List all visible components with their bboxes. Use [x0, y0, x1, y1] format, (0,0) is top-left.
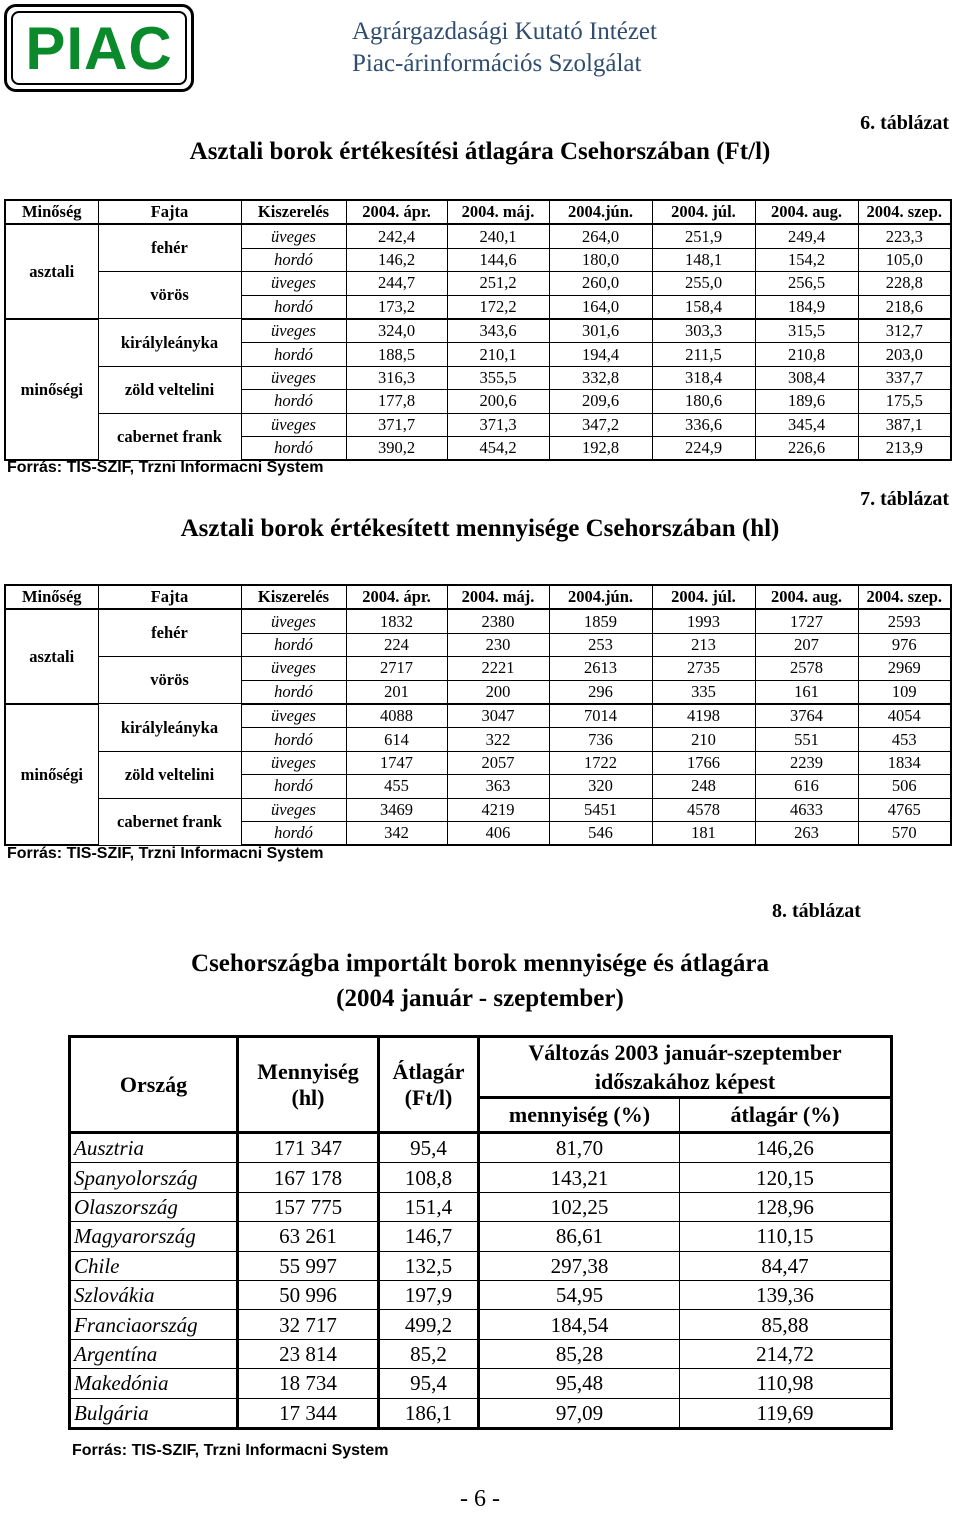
table-row: [5, 413, 951, 436]
packaging-cell: hordó: [241, 436, 346, 460]
institute-name: [352, 16, 657, 80]
price-cell: 499,2: [379, 1310, 479, 1339]
value-cell: 406: [447, 821, 549, 845]
value-cell: 213: [652, 633, 755, 656]
packaging-cell: hordó: [241, 680, 346, 704]
packaging-cell: hordó: [241, 775, 346, 798]
value-cell: 223,3: [858, 224, 951, 248]
quantity-change-cell: 86,61: [479, 1222, 680, 1251]
header-change: [479, 1037, 892, 1098]
value-cell: 226,6: [755, 436, 858, 460]
variety-cell: fehér: [98, 224, 241, 271]
price-change-cell: 128,96: [680, 1192, 892, 1221]
packaging-cell: hordó: [241, 248, 346, 271]
price-change-cell: 120,15: [680, 1163, 892, 1192]
value-cell: 614: [346, 728, 447, 751]
table8-imports: [68, 1035, 893, 1430]
table6-title: Asztali borok értékesítési átlagára Csehorszában (Ft/l): [189, 138, 771, 165]
value-cell: 342: [346, 821, 447, 845]
column-header: 2004. szep.: [858, 585, 951, 609]
value-cell: 387,1: [858, 413, 951, 436]
table-row: [5, 272, 951, 295]
value-cell: 240,1: [447, 224, 549, 248]
variety-cell: zöld veltelini: [98, 751, 241, 798]
value-cell: 2593: [858, 609, 951, 633]
piac-logo: [4, 4, 194, 92]
header-price-line-2: (Ft/l): [404, 1084, 453, 1110]
value-cell: 4578: [652, 798, 755, 821]
table7-quantity: [4, 584, 952, 846]
country-cell: Magyarország: [70, 1222, 238, 1251]
value-cell: 320: [549, 775, 652, 798]
quantity-change-cell: 184,54: [479, 1310, 680, 1339]
value-cell: 144,6: [447, 248, 549, 271]
value-cell: 390,2: [346, 436, 447, 460]
packaging-cell: hordó: [241, 728, 346, 751]
price-cell: 146,7: [379, 1222, 479, 1251]
value-cell: 188,5: [346, 343, 447, 366]
table-row: [70, 1163, 892, 1192]
value-cell: 109: [858, 680, 951, 704]
value-cell: 4054: [858, 704, 951, 728]
quantity-change-cell: 97,09: [479, 1398, 680, 1428]
value-cell: 335: [652, 680, 755, 704]
value-cell: 976: [858, 633, 951, 656]
variety-cell: cabernet frank: [98, 413, 241, 460]
value-cell: 454,2: [447, 436, 549, 460]
price-change-cell: 214,72: [680, 1339, 892, 1368]
value-cell: 7014: [549, 704, 652, 728]
price-cell: 151,4: [379, 1192, 479, 1221]
value-cell: 616: [755, 775, 858, 798]
table8-header-row-1: [70, 1037, 892, 1098]
value-cell: 1727: [755, 609, 858, 633]
value-cell: 337,7: [858, 366, 951, 389]
value-cell: 161: [755, 680, 858, 704]
value-cell: 158,4: [652, 295, 755, 319]
price-change-cell: 110,15: [680, 1222, 892, 1251]
table6-number: 6. táblázat: [860, 112, 949, 134]
column-header: 2004. aug.: [755, 585, 858, 609]
quantity-cell: 50 996: [238, 1280, 379, 1309]
value-cell: 210: [652, 728, 755, 751]
column-header: 2004. ápr.: [346, 200, 447, 224]
value-cell: 1993: [652, 609, 755, 633]
value-cell: 363: [447, 775, 549, 798]
table6-source: Forrás: TIS-SZIF, Trzni Informacni System: [7, 459, 324, 476]
table8-number: 8. táblázat: [772, 900, 861, 922]
value-cell: 324,0: [346, 319, 447, 343]
value-cell: 3764: [755, 704, 858, 728]
value-cell: 308,4: [755, 366, 858, 389]
page-number: - 6 -: [460, 1486, 500, 1512]
value-cell: 4088: [346, 704, 447, 728]
value-cell: 2380: [447, 609, 549, 633]
packaging-cell: üveges: [241, 751, 346, 774]
value-cell: 303,3: [652, 319, 755, 343]
quantity-cell: 63 261: [238, 1222, 379, 1251]
column-header: 2004. máj.: [447, 585, 549, 609]
header-change-price: átlagár (%): [680, 1098, 892, 1133]
value-cell: 263: [755, 821, 858, 845]
value-cell: 256,5: [755, 272, 858, 295]
column-header: Fajta: [98, 200, 241, 224]
header-change-line-1: Változás 2003 január-szeptember: [528, 1040, 842, 1065]
value-cell: 253: [549, 633, 652, 656]
value-cell: 210,1: [447, 343, 549, 366]
column-header: 2004.jún.: [549, 585, 652, 609]
packaging-cell: üveges: [241, 609, 346, 633]
institute-line-2: Piac-árinformációs Szolgálat: [352, 50, 642, 77]
header-price: [379, 1037, 479, 1133]
value-cell: 228,8: [858, 272, 951, 295]
table-row: [5, 704, 951, 728]
value-cell: 242,4: [346, 224, 447, 248]
column-header: 2004. júl.: [652, 585, 755, 609]
value-cell: 1722: [549, 751, 652, 774]
header-change-line-2: időszakához képest: [594, 1069, 776, 1094]
table8-title: [0, 946, 960, 1016]
value-cell: 5451: [549, 798, 652, 821]
header-change-quantity: mennyiség (%): [479, 1098, 680, 1133]
quantity-change-cell: 143,21: [479, 1163, 680, 1192]
value-cell: 347,2: [549, 413, 652, 436]
variety-cell: királyleányka: [98, 704, 241, 751]
value-cell: 371,7: [346, 413, 447, 436]
value-cell: 2717: [346, 657, 447, 680]
value-cell: 175,5: [858, 390, 951, 413]
value-cell: 332,8: [549, 366, 652, 389]
piac-logo-text: PIAC: [25, 14, 173, 82]
packaging-cell: üveges: [241, 704, 346, 728]
value-cell: 181: [652, 821, 755, 845]
table-row: [70, 1369, 892, 1398]
country-cell: Chile: [70, 1251, 238, 1280]
value-cell: 2578: [755, 657, 858, 680]
column-header: 2004.jún.: [549, 200, 652, 224]
table8-title-line-2: (2004 január - szeptember): [336, 985, 624, 1012]
column-header: 2004. aug.: [755, 200, 858, 224]
header-quantity-line-2: (hl): [291, 1084, 325, 1110]
value-cell: 146,2: [346, 248, 447, 271]
value-cell: 1766: [652, 751, 755, 774]
country-cell: Szlovákia: [70, 1280, 238, 1309]
value-cell: 316,3: [346, 366, 447, 389]
value-cell: 224: [346, 633, 447, 656]
value-cell: 210,8: [755, 343, 858, 366]
piac-logo-frame: [11, 11, 187, 85]
value-cell: 255,0: [652, 272, 755, 295]
header-country: Ország: [70, 1037, 238, 1133]
table-row: [5, 319, 951, 343]
table7-header-row: [5, 585, 951, 609]
packaging-cell: üveges: [241, 413, 346, 436]
quantity-change-cell: 95,48: [479, 1369, 680, 1398]
value-cell: 203,0: [858, 343, 951, 366]
value-cell: 189,6: [755, 390, 858, 413]
price-cell: 197,9: [379, 1280, 479, 1309]
table6-price: [4, 199, 952, 461]
column-header: 2004. máj.: [447, 200, 549, 224]
country-cell: Bulgária: [70, 1398, 238, 1428]
value-cell: 318,4: [652, 366, 755, 389]
value-cell: 336,6: [652, 413, 755, 436]
table7-source: Forrás: TIS-SZIF, Trzni Informacni System: [7, 845, 324, 862]
header-quantity: [238, 1037, 379, 1133]
price-change-cell: 119,69: [680, 1398, 892, 1428]
table-row: [70, 1251, 892, 1280]
price-change-cell: 146,26: [680, 1133, 892, 1163]
value-cell: 200,6: [447, 390, 549, 413]
value-cell: 315,5: [755, 319, 858, 343]
table8-source: Forrás: TIS-SZIF, Trzni Informacni System: [72, 1442, 389, 1459]
variety-cell: zöld veltelini: [98, 366, 241, 413]
value-cell: 180,0: [549, 248, 652, 271]
value-cell: 230: [447, 633, 549, 656]
value-cell: 172,2: [447, 295, 549, 319]
institute-line-1: Agrárgazdasági Kutató Intézet: [352, 18, 657, 45]
quantity-cell: 32 717: [238, 1310, 379, 1339]
value-cell: 201: [346, 680, 447, 704]
header-quantity-line-1: Mennyiség: [257, 1058, 359, 1084]
value-cell: 184,9: [755, 295, 858, 319]
table-row: [5, 224, 951, 248]
table6-header-row: [5, 200, 951, 224]
value-cell: 551: [755, 728, 858, 751]
price-cell: 186,1: [379, 1398, 479, 1428]
table7-title: Asztali borok értékesített mennyisége Csehorszában (hl): [180, 515, 780, 542]
quantity-cell: 171 347: [238, 1133, 379, 1163]
value-cell: 455: [346, 775, 447, 798]
price-change-cell: 85,88: [680, 1310, 892, 1339]
value-cell: 2221: [447, 657, 549, 680]
country-cell: Franciaország: [70, 1310, 238, 1339]
packaging-cell: hordó: [241, 295, 346, 319]
packaging-cell: hordó: [241, 390, 346, 413]
country-cell: Makedónia: [70, 1369, 238, 1398]
value-cell: 345,4: [755, 413, 858, 436]
packaging-cell: hordó: [241, 821, 346, 845]
country-cell: Argentína: [70, 1339, 238, 1368]
table-row: [70, 1133, 892, 1163]
table-row: [5, 657, 951, 680]
value-cell: 322: [447, 728, 549, 751]
price-change-cell: 110,98: [680, 1369, 892, 1398]
table-row: [70, 1222, 892, 1251]
table-row: [5, 798, 951, 821]
value-cell: 1834: [858, 751, 951, 774]
packaging-cell: üveges: [241, 319, 346, 343]
value-cell: 200: [447, 680, 549, 704]
table-row: [5, 609, 951, 633]
table-row: [70, 1339, 892, 1368]
table-row: [70, 1280, 892, 1309]
variety-cell: fehér: [98, 609, 241, 656]
value-cell: 209,6: [549, 390, 652, 413]
variety-cell: királyleányka: [98, 319, 241, 366]
quantity-change-cell: 102,25: [479, 1192, 680, 1221]
quality-cell: asztali: [5, 224, 98, 319]
quantity-cell: 23 814: [238, 1339, 379, 1368]
column-header: Kiszerelés: [241, 200, 346, 224]
value-cell: 192,8: [549, 436, 652, 460]
value-cell: 343,6: [447, 319, 549, 343]
quantity-cell: 167 178: [238, 1163, 379, 1192]
value-cell: 244,7: [346, 272, 447, 295]
value-cell: 154,2: [755, 248, 858, 271]
value-cell: 312,7: [858, 319, 951, 343]
country-cell: Ausztria: [70, 1133, 238, 1163]
packaging-cell: üveges: [241, 366, 346, 389]
column-header: 2004. szep.: [858, 200, 951, 224]
column-header: 2004. júl.: [652, 200, 755, 224]
value-cell: 207: [755, 633, 858, 656]
value-cell: 4765: [858, 798, 951, 821]
value-cell: 296: [549, 680, 652, 704]
price-cell: 108,8: [379, 1163, 479, 1192]
price-cell: 85,2: [379, 1339, 479, 1368]
quality-cell: minőségi: [5, 704, 98, 845]
value-cell: 260,0: [549, 272, 652, 295]
value-cell: 546: [549, 821, 652, 845]
value-cell: 1832: [346, 609, 447, 633]
table-row: [70, 1310, 892, 1339]
packaging-cell: üveges: [241, 224, 346, 248]
table-row: [70, 1398, 892, 1428]
variety-cell: vörös: [98, 272, 241, 319]
value-cell: 180,6: [652, 390, 755, 413]
value-cell: 1747: [346, 751, 447, 774]
value-cell: 453: [858, 728, 951, 751]
value-cell: 148,1: [652, 248, 755, 271]
packaging-cell: üveges: [241, 798, 346, 821]
value-cell: 173,2: [346, 295, 447, 319]
country-cell: Olaszország: [70, 1192, 238, 1221]
packaging-cell: üveges: [241, 657, 346, 680]
value-cell: 177,8: [346, 390, 447, 413]
value-cell: 213,9: [858, 436, 951, 460]
quantity-cell: 18 734: [238, 1369, 379, 1398]
table-row: [5, 366, 951, 389]
value-cell: 2613: [549, 657, 652, 680]
value-cell: 164,0: [549, 295, 652, 319]
quantity-cell: 157 775: [238, 1192, 379, 1221]
table-row: [5, 751, 951, 774]
variety-cell: vörös: [98, 657, 241, 704]
value-cell: 2735: [652, 657, 755, 680]
value-cell: 355,5: [447, 366, 549, 389]
column-header: Minőség: [5, 585, 98, 609]
quantity-cell: 55 997: [238, 1251, 379, 1280]
column-header: Fajta: [98, 585, 241, 609]
quality-cell: minőségi: [5, 319, 98, 460]
price-cell: 95,4: [379, 1369, 479, 1398]
table8-title-line-1: Csehországba importált borok mennyisége és átlagára: [191, 950, 769, 977]
value-cell: 4219: [447, 798, 549, 821]
column-header: Minőség: [5, 200, 98, 224]
value-cell: 105,0: [858, 248, 951, 271]
value-cell: 218,6: [858, 295, 951, 319]
value-cell: 301,6: [549, 319, 652, 343]
value-cell: 2969: [858, 657, 951, 680]
value-cell: 1859: [549, 609, 652, 633]
packaging-cell: hordó: [241, 633, 346, 656]
column-header: 2004. ápr.: [346, 585, 447, 609]
quality-cell: asztali: [5, 609, 98, 704]
price-cell: 132,5: [379, 1251, 479, 1280]
value-cell: 211,5: [652, 343, 755, 366]
value-cell: 371,3: [447, 413, 549, 436]
value-cell: 194,4: [549, 343, 652, 366]
value-cell: 224,9: [652, 436, 755, 460]
value-cell: 570: [858, 821, 951, 845]
value-cell: 248: [652, 775, 755, 798]
quantity-change-cell: 85,28: [479, 1339, 680, 1368]
value-cell: 506: [858, 775, 951, 798]
value-cell: 736: [549, 728, 652, 751]
value-cell: 2057: [447, 751, 549, 774]
value-cell: 4198: [652, 704, 755, 728]
price-change-cell: 84,47: [680, 1251, 892, 1280]
variety-cell: cabernet frank: [98, 798, 241, 845]
value-cell: 251,9: [652, 224, 755, 248]
country-cell: Spanyolország: [70, 1163, 238, 1192]
price-change-cell: 139,36: [680, 1280, 892, 1309]
value-cell: 264,0: [549, 224, 652, 248]
quantity-cell: 17 344: [238, 1398, 379, 1428]
value-cell: 3047: [447, 704, 549, 728]
table7-number: 7. táblázat: [860, 488, 949, 510]
value-cell: 2239: [755, 751, 858, 774]
header-price-line-1: Átlagár: [392, 1058, 465, 1084]
value-cell: 251,2: [447, 272, 549, 295]
column-header: Kiszerelés: [241, 585, 346, 609]
price-cell: 95,4: [379, 1133, 479, 1163]
value-cell: 3469: [346, 798, 447, 821]
quantity-change-cell: 54,95: [479, 1280, 680, 1309]
quantity-change-cell: 297,38: [479, 1251, 680, 1280]
packaging-cell: hordó: [241, 343, 346, 366]
value-cell: 249,4: [755, 224, 858, 248]
packaging-cell: üveges: [241, 272, 346, 295]
quantity-change-cell: 81,70: [479, 1133, 680, 1163]
value-cell: 4633: [755, 798, 858, 821]
table-row: [70, 1192, 892, 1221]
